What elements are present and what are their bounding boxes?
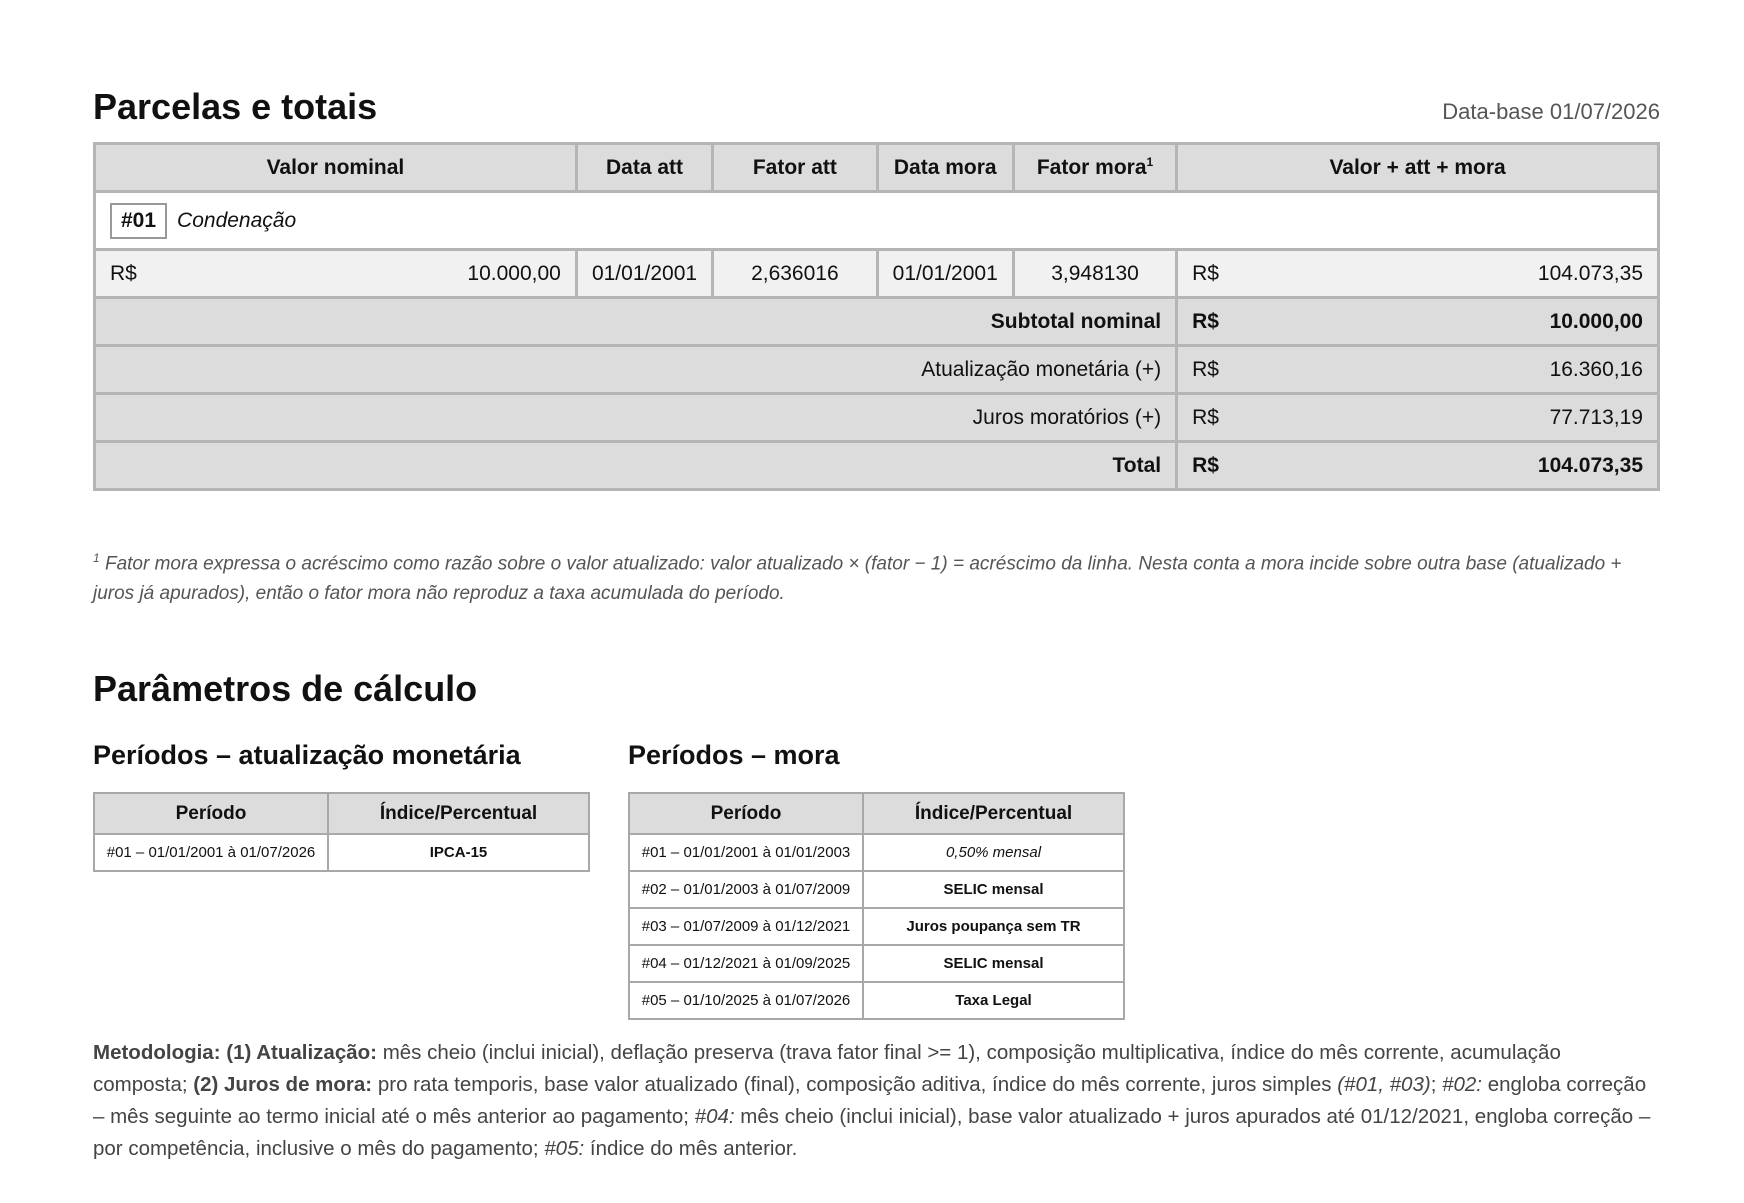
atualizacao-row [95, 346, 1659, 394]
footnote [93, 543, 1660, 609]
atualizacao-table [93, 792, 590, 872]
juros-row [95, 394, 1659, 442]
atualizacao-label: Atualização monetária (+) [95, 346, 1177, 394]
item-tag: #01 [110, 203, 167, 239]
periodo-cell: #01 – 01/01/2001 à 01/01/2003 [629, 834, 863, 871]
params-title: Parâmetros de cálculo [93, 668, 478, 709]
col-valor-nominal: Valor nominal [95, 144, 577, 192]
mora-method-label: (2) Juros de mora: [193, 1073, 373, 1096]
periodo-cell: #01 – 01/01/2001 à 01/07/2026 [94, 834, 328, 871]
footnote-mark: 1 [93, 551, 100, 565]
total-row [95, 442, 1659, 490]
table-row [95, 250, 1659, 298]
valor-nominal-value: 10.000,00 [467, 261, 561, 285]
page-title: Parcelas e totais [93, 86, 378, 127]
atualizacao-title: Períodos – atualização monetária [93, 740, 521, 770]
currency-label: R$ [1192, 405, 1219, 429]
item-label: Condenação [177, 208, 297, 232]
table-header-row [629, 793, 1124, 834]
data-att-value: 01/01/2001 [576, 250, 712, 298]
currency-label: R$ [1192, 357, 1219, 381]
indice-cell: Juros poupança sem TR [863, 908, 1124, 945]
parcelas-table [93, 142, 1660, 491]
valor-total-value: 104.073,35 [1537, 261, 1643, 285]
table-header-row [94, 793, 589, 834]
periodo-cell: #03 – 01/07/2009 à 01/12/2021 [629, 908, 863, 945]
indice-cell: Taxa Legal [863, 982, 1124, 1019]
juros-label: Juros moratórios (+) [95, 394, 1177, 442]
table-header-row [95, 144, 1659, 192]
currency-label: R$ [1192, 309, 1219, 333]
subtotal-value: 10.000,00 [1549, 309, 1643, 333]
table-row [94, 834, 589, 871]
currency-label: R$ [110, 261, 137, 285]
atualizacao-method-label: (1) Atualização: [226, 1041, 377, 1064]
col-indice: Índice/Percentual [863, 793, 1124, 834]
col-fator-att: Fator att [713, 144, 877, 192]
metodologia-text: Metodologia: (1) Atualização: mês cheio (inclui inicial), deflação preserva (trava fator final >= 1), composição multiplicativa, índice do mês corrente, acumulação composta; (2) Juros de mora: pro rata temporis, base valor atualizado (final), composição aditiva, índice do mês corrente, juros simples (#01, #03); #02: engloba correção – mês seguinte ao termo inicial até o mês anterior ao pagamento; #04: mês cheio (inclui inicial), base valor atualizado + juros apurados até 01/12/2021, engloba correção – por competência, inclusive o mês do pagamento; #05: índice do mês anterior. [93, 1041, 1651, 1160]
col-periodo: Período [629, 793, 863, 834]
juros-value: 77.713,19 [1549, 405, 1643, 429]
mora-table [628, 792, 1125, 1020]
fator-mora-value: 3,948130 [1013, 250, 1176, 298]
metodologia-label: Metodologia: [93, 1041, 221, 1064]
col-data-mora: Data mora [877, 144, 1013, 192]
section-header [93, 86, 1660, 128]
col-fator-mora: Fator mora$^1$ [1013, 144, 1176, 192]
subtotal-label: Subtotal nominal [95, 298, 1177, 346]
data-base-label: Data-base 01/07/2026 [1442, 99, 1660, 124]
table-row [629, 908, 1124, 945]
col-valor-total: Valor + att + mora [1177, 144, 1659, 192]
col-indice: Índice/Percentual [328, 793, 589, 834]
table-row [629, 982, 1124, 1019]
periodo-cell: #02 – 01/01/2003 à 01/07/2009 [629, 871, 863, 908]
footnote-ref: 1 [1146, 155, 1154, 169]
periodo-cell: #05 – 01/10/2025 à 01/07/2026 [629, 982, 863, 1019]
atualizacao-value: 16.360,16 [1549, 357, 1643, 381]
item-label-row [95, 192, 1659, 250]
indice-cell: SELIC mensal [863, 871, 1124, 908]
total-value: 104.073,35 [1537, 453, 1643, 477]
indice-cell: 0,50% mensal [863, 834, 1124, 871]
mora-title: Períodos – mora [628, 740, 840, 770]
footnote-text: Fator mora expressa o acréscimo como razão sobre o valor atualizado: valor atualizado × (fator − 1) = acréscimo da linha. Nesta conta a mora incide sobre outra base (atualizado + juros já apurados), então o fator mora não reproduz a taxa acumulada do período. [93, 553, 1622, 605]
fator-att-value: 2,636016 [713, 250, 877, 298]
col-periodo: Período [94, 793, 328, 834]
currency-label: R$ [1192, 453, 1219, 477]
periodo-cell: #04 – 01/12/2021 à 01/09/2025 [629, 945, 863, 982]
indice-cell: SELIC mensal [863, 945, 1124, 982]
indice-cell: IPCA-15 [328, 834, 589, 871]
currency-label: R$ [1192, 261, 1219, 285]
subtotal-row [95, 298, 1659, 346]
total-label: Total [95, 442, 1177, 490]
col-data-att: Data att [576, 144, 712, 192]
table-row [629, 834, 1124, 871]
table-row [629, 871, 1124, 908]
data-mora-value: 01/01/2001 [877, 250, 1013, 298]
table-row [629, 945, 1124, 982]
